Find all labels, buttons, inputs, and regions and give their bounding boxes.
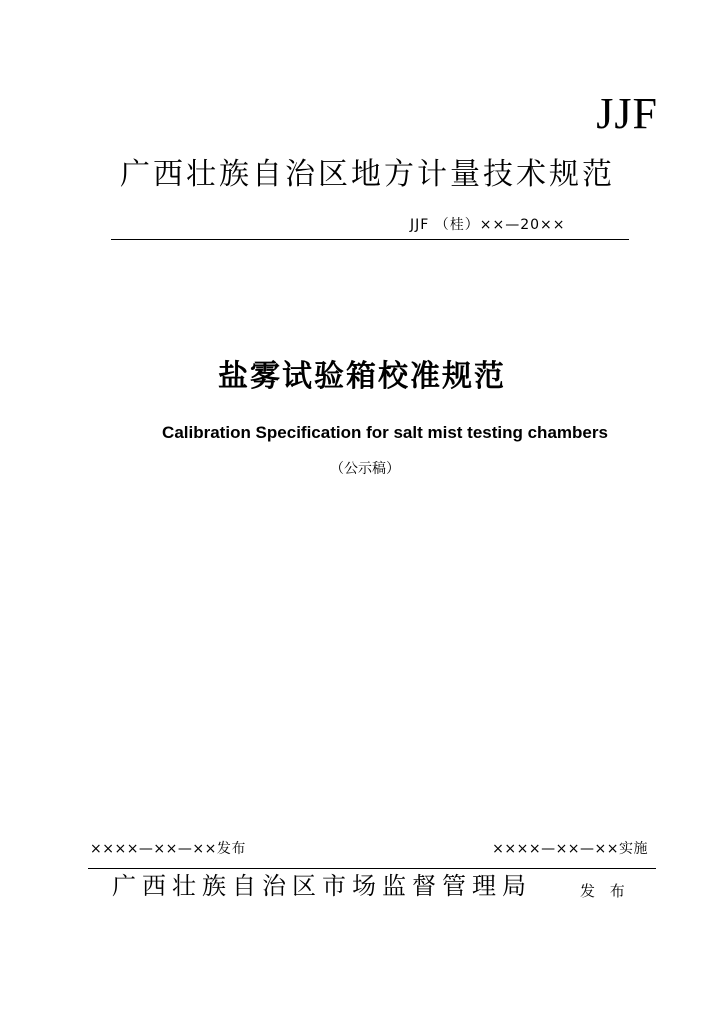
document-title-chinese: 盐雾试验箱校准规范	[218, 359, 506, 394]
draft-note: （公示稿）	[330, 461, 400, 477]
header-divider	[111, 239, 629, 240]
effective-date: ××××—××—××实施	[492, 841, 648, 857]
series-name: 广西壮族自治区地方计量技术规范	[120, 157, 615, 192]
issuing-authority: 广西壮族自治区市场监督管理局	[112, 872, 532, 900]
document-title-english: Calibration Specification for salt mist testing chambers	[162, 423, 608, 442]
document-number: JJF （桂）××—20××	[410, 217, 566, 233]
issue-date: ××××—××—××发布	[90, 841, 246, 857]
footer-divider	[88, 868, 656, 869]
publish-label: 发 布	[580, 882, 630, 900]
series-code: JJF	[596, 89, 658, 138]
